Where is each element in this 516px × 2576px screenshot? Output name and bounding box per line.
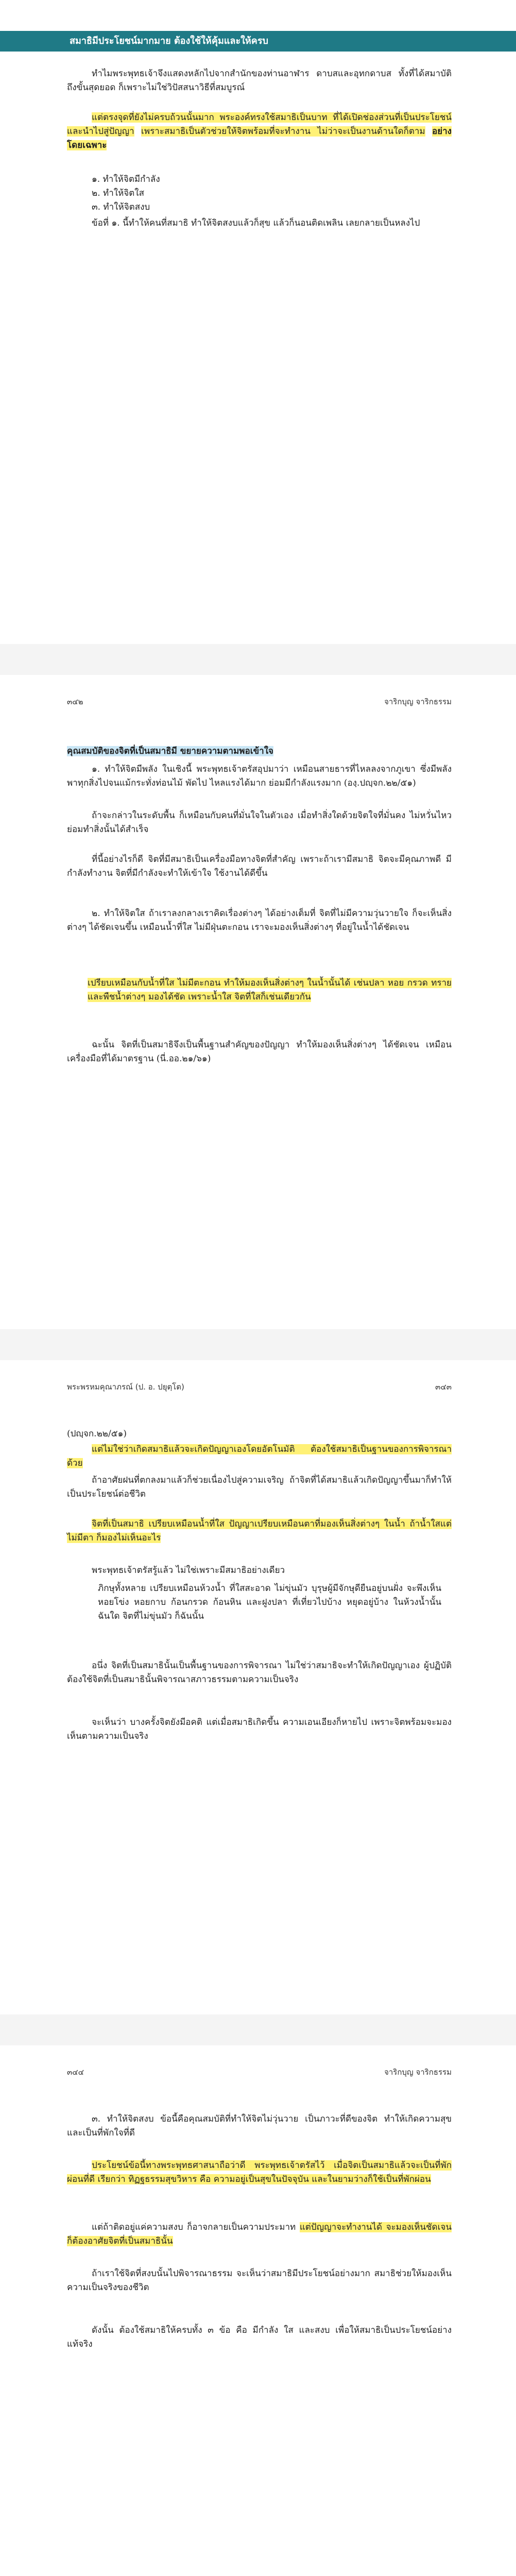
paragraph: ดังนั้น ต้องใช้สมาธิให้ครบทั้ง ๓ ข้อ คือ มีกำลัง ใส และสงบ เพื่อให้สมาธิเป็นประโยชน์อย่างแท้จริง [67, 2325, 452, 2349]
highlighted-paragraph [67, 111, 452, 152]
paragraph: ฉะนั้น จิตที่เป็นสมาธิจึงเป็นพื้นฐานสำคัญของปัญญา ทำให้มองเห็นสิ่งต่างๆ ได้ชัดเจน เหมือนเครื่องมือที่ได้มาตรฐาน (นี่.ออ.๒๑/๖๑) [67, 1040, 452, 1064]
highlight: คุณสมบัติของจิตที่เป็นสมาธิมี ขยายความตามพอเข้าใจ [67, 746, 273, 756]
highlight: แต่ไม่ใช่ว่าเกิดสมาธิแล้วจะเกิดปัญญาเองโดยอัตโนมัติ ต้องใช้สมาธิเป็นฐานของการพิจารณาด้วย [67, 1444, 452, 1468]
highlighted-paragraph [88, 976, 452, 1004]
section-title: สมาธิมีประโยชน์มากมาย ต้องใช้ให้คุ้มและให้ครบ [70, 36, 268, 46]
text: แต่ถ้าติดอยู่แค่ความสงบ ก็อาจกลายเป็นความประมาท [92, 2222, 296, 2232]
page-number: ๓๔๒ [67, 697, 83, 706]
list-item: ๒. ทำให้จิตใส [92, 188, 144, 198]
paragraph-with-highlight [67, 2221, 452, 2248]
page-3 [0, 1360, 516, 2014]
paragraph: ถ้าเราใช้จิตที่สงบนั้นไปพิจารณาธรรม จะเห็นว่าสมาธิมีประโยชน์อย่างมาก สมาธิช่วยให้มองเห็นความเป็นจริงของชีวิต [67, 2268, 452, 2293]
paragraph: ๑. ทำให้จิตมีพลัง ในเชิงนี้ พระพุทธเจ้าตรัสอุปมาว่า เหมือนสายธารที่ไหลลงจากภูเขา ซึ่งมีพลังพาทุกสิ่งไปจนแม้กระทั่งท่อนไม้ พัดไป ไหลแรงได้มาก ย่อมมีกำลังแรงมาก (องฺ.ปญฺจก.๒๒/๕๑) [67, 764, 452, 788]
highlight: เพราะสมาธิเป็นตัวช่วยให้จิตพร้อมที่จะทำงาน ไม่ว่าจะเป็นงานด้านใดก็ตาม [141, 126, 425, 137]
list-item: ๓. ทำให้จิตสงบ [92, 202, 150, 212]
book-title: จาริกบุญ จาริกธรรม [384, 2067, 452, 2077]
highlighted-paragraph [67, 1517, 452, 1545]
citation: (ปญฺจก.๒๒/๕๑) [67, 1429, 127, 1439]
paragraph: ที่นี้อย่างไรก็ดี จิตที่มีสมาธิเป็นเครื่องมือทางจิตที่สำคัญ เพราะถ้าเรามีสมาธิ จิตจะมีคุณภาพดี มีกำลังทำงาน จิตที่มีกำลังจะทำให้เข้าใจ ใช้งานได้ดีขึ้น [67, 854, 452, 878]
paragraph: ถ้าอาศัยฝนที่ตกลงมาแล้วก็ช่วยเนื่องไปสู่ความเจริญ ถ้าจิตที่ได้สมาธิแล้วเกิดปัญญาขึ้นมาก็ทำให้เป็นประโยชน์ต่อชีวิต [67, 1475, 452, 1499]
highlight: แต่ปัญญาจะทำงานได้ จะมองเห็นชัดเจน ก็ต้องอาศัยจิตที่เป็นสมาธินั้น [67, 2222, 452, 2246]
page-number: ๓๔๔ [67, 2067, 84, 2077]
paragraph: จะเห็นว่า บางครั้งจิตยังมีอคติ แต่เมื่อสมาธิเกิดขึ้น ความเอนเอียงก็หายไป เพราะจิตพร้อมจะมองเห็นตามความเป็นจริง [67, 1717, 452, 1741]
paragraph: ถ้าจะกล่าวในระดับพื้น ก็เหมือนกับคนที่มั่นใจในตัวเอง เมื่อทำสิ่งใดด้วยจิตใจที่มั่นคง ไม่หวั่นไหว ย่อมทำสิ่งนั้นได้สำเร็จ [67, 810, 452, 835]
highlighted-paragraph [67, 2159, 452, 2187]
highlight: อย่าง โดยเฉพาะ [67, 126, 452, 150]
quote: ภิกษุทั้งหลาย เปรียบเหมือนห้วงน้ำ ที่ใสสะอาด ไม่ขุ่นมัว บุรุษผู้มีจักษุดียืนอยู่บนฝั่ง จะพึงเห็นหอยโข่ง หอยกาบ ก้อนกรวด ก้อนหิน และฝูงปลา ที่เที่ยวไปบ้าง หยุดอยู่บ้าง ในห้วงน้ำนั้น ฉันใด จิตที่ไม่ขุ่นมัว ก็ฉันนั้น [98, 1583, 441, 1621]
page-2 [0, 675, 516, 1329]
highlighted-heading [67, 744, 452, 758]
paragraph: ทำไมพระพุทธเจ้าจึงแสดงหลักไปจากสำนักของท่านอาฬาร ดาบสและอุทกดาบส ทั้งที่ได้สมาบัติถึงขั้นสุดยอด ก็เพราะไม่ใช่วิปัสสนาวิธีที่สมบูรณ์ [67, 69, 452, 93]
paragraph: ข้อที่ ๑. นี้ทำให้คนที่สมาธิ ทำให้จิตสงบแล้วก็สุข แล้วก็นอนติดเพลิน เลยกลายเป็นหลงไป [92, 218, 420, 228]
list-item: ๑. ทำให้จิตมีกำลัง [92, 174, 160, 184]
paragraph: พระพุทธเจ้าตรัสรู้แล้ว ไม่ใช่เพราะมีสมาธิอย่างเดียว [92, 1565, 285, 1575]
book-title: จาริกบุญ จาริกธรรม [384, 697, 452, 706]
highlight: ประโยชน์ข้อนี้ทางพระพุทธศาสนาถือว่าดี พระพุทธเจ้าตรัสไว้ เมื่อจิตเป็นสมาธิแล้วจะเป็นที่พักผ่อนที่ดี เรียกว่า ทิฏฐธรรมสุขวิหาร คือ ความอยู่เป็นสุขในปัจจุบัน และในยามว่างก็ใช้เป็นที่พักผ่อน [67, 2160, 452, 2184]
highlighted-paragraph [67, 1443, 452, 1470]
paragraph: อนึ่ง จิตที่เป็นสมาธินั้นเป็นพื้นฐานของการพิจารณา ไม่ใช่ว่าสมาธิจะทำให้เกิดปัญญาเอง ผู้ปฏิบัติต้องใช้จิตที่เป็นสมาธินั้นพิจารณาสภาวธรรมตามความเป็นจริง [67, 1660, 452, 1685]
page-number: ๓๔๓ [435, 1382, 452, 1392]
paragraph: ๓. ทำให้จิตสงบ ข้อนี้คือคุณสมบัติที่ทำให้จิตไม่วุ่นวาย เป็นภาวะที่ดีของจิต ทำให้เกิดความสุข และเป็นที่พักใจที่ดี [67, 2114, 452, 2138]
highlight: จิตที่เป็นสมาธิ เปรียบเหมือนน้ำที่ใส ปัญญาเปรียบเหมือนตาที่มองเห็นสิ่งต่างๆ ในน้ำ ถ้าน้ำใสแต่ไม่มีตา ก็มองไม่เห็นอะไร [67, 1519, 452, 1543]
page-1 [0, 0, 516, 644]
highlight: แต่ตรงจุดที่ยังไม่ครบถ้วนนั้นมาก พระองค์ทรงใช้สมาธิเป็นบาท ที่ได้เปิดช่องส่วนที่เป็นประโยชน์และนำไปสู่ปัญญา [67, 112, 452, 137]
paragraph: ๒. ทำให้จิตใส ถ้าเราลงกลางเราคิดเรื่องต่างๆ ได้อย่างเต็มที่ จิตที่ไม่มีความวุ่นวายใจ ก็จะเห็นสิ่งต่างๆ ได้ชัดเจนขึ้น เหมือนน้ำที่ใส ไม่มีฝุ่นตะกอน เราจะมองเห็นสิ่งต่างๆ ที่อยู่ในน้ำได้ชัดเจน [67, 908, 452, 933]
page-4 [0, 2045, 516, 2576]
book-author: พระพรหมคุณาภรณ์ (ป. อ. ปยุตฺโต) [67, 1382, 184, 1392]
highlight: เปรียบเหมือนกับน้ำที่ใส ไม่มีตะกอน ทำให้มองเห็นสิ่งต่างๆ ในน้ำนั้นได้ เช่นปลา หอย กรวด ทราย และพืชน้ำต่างๆ มองได้ชัด เพราะน้ำใส จิตที่ใสก็เช่นเดียวกัน [88, 978, 452, 1002]
